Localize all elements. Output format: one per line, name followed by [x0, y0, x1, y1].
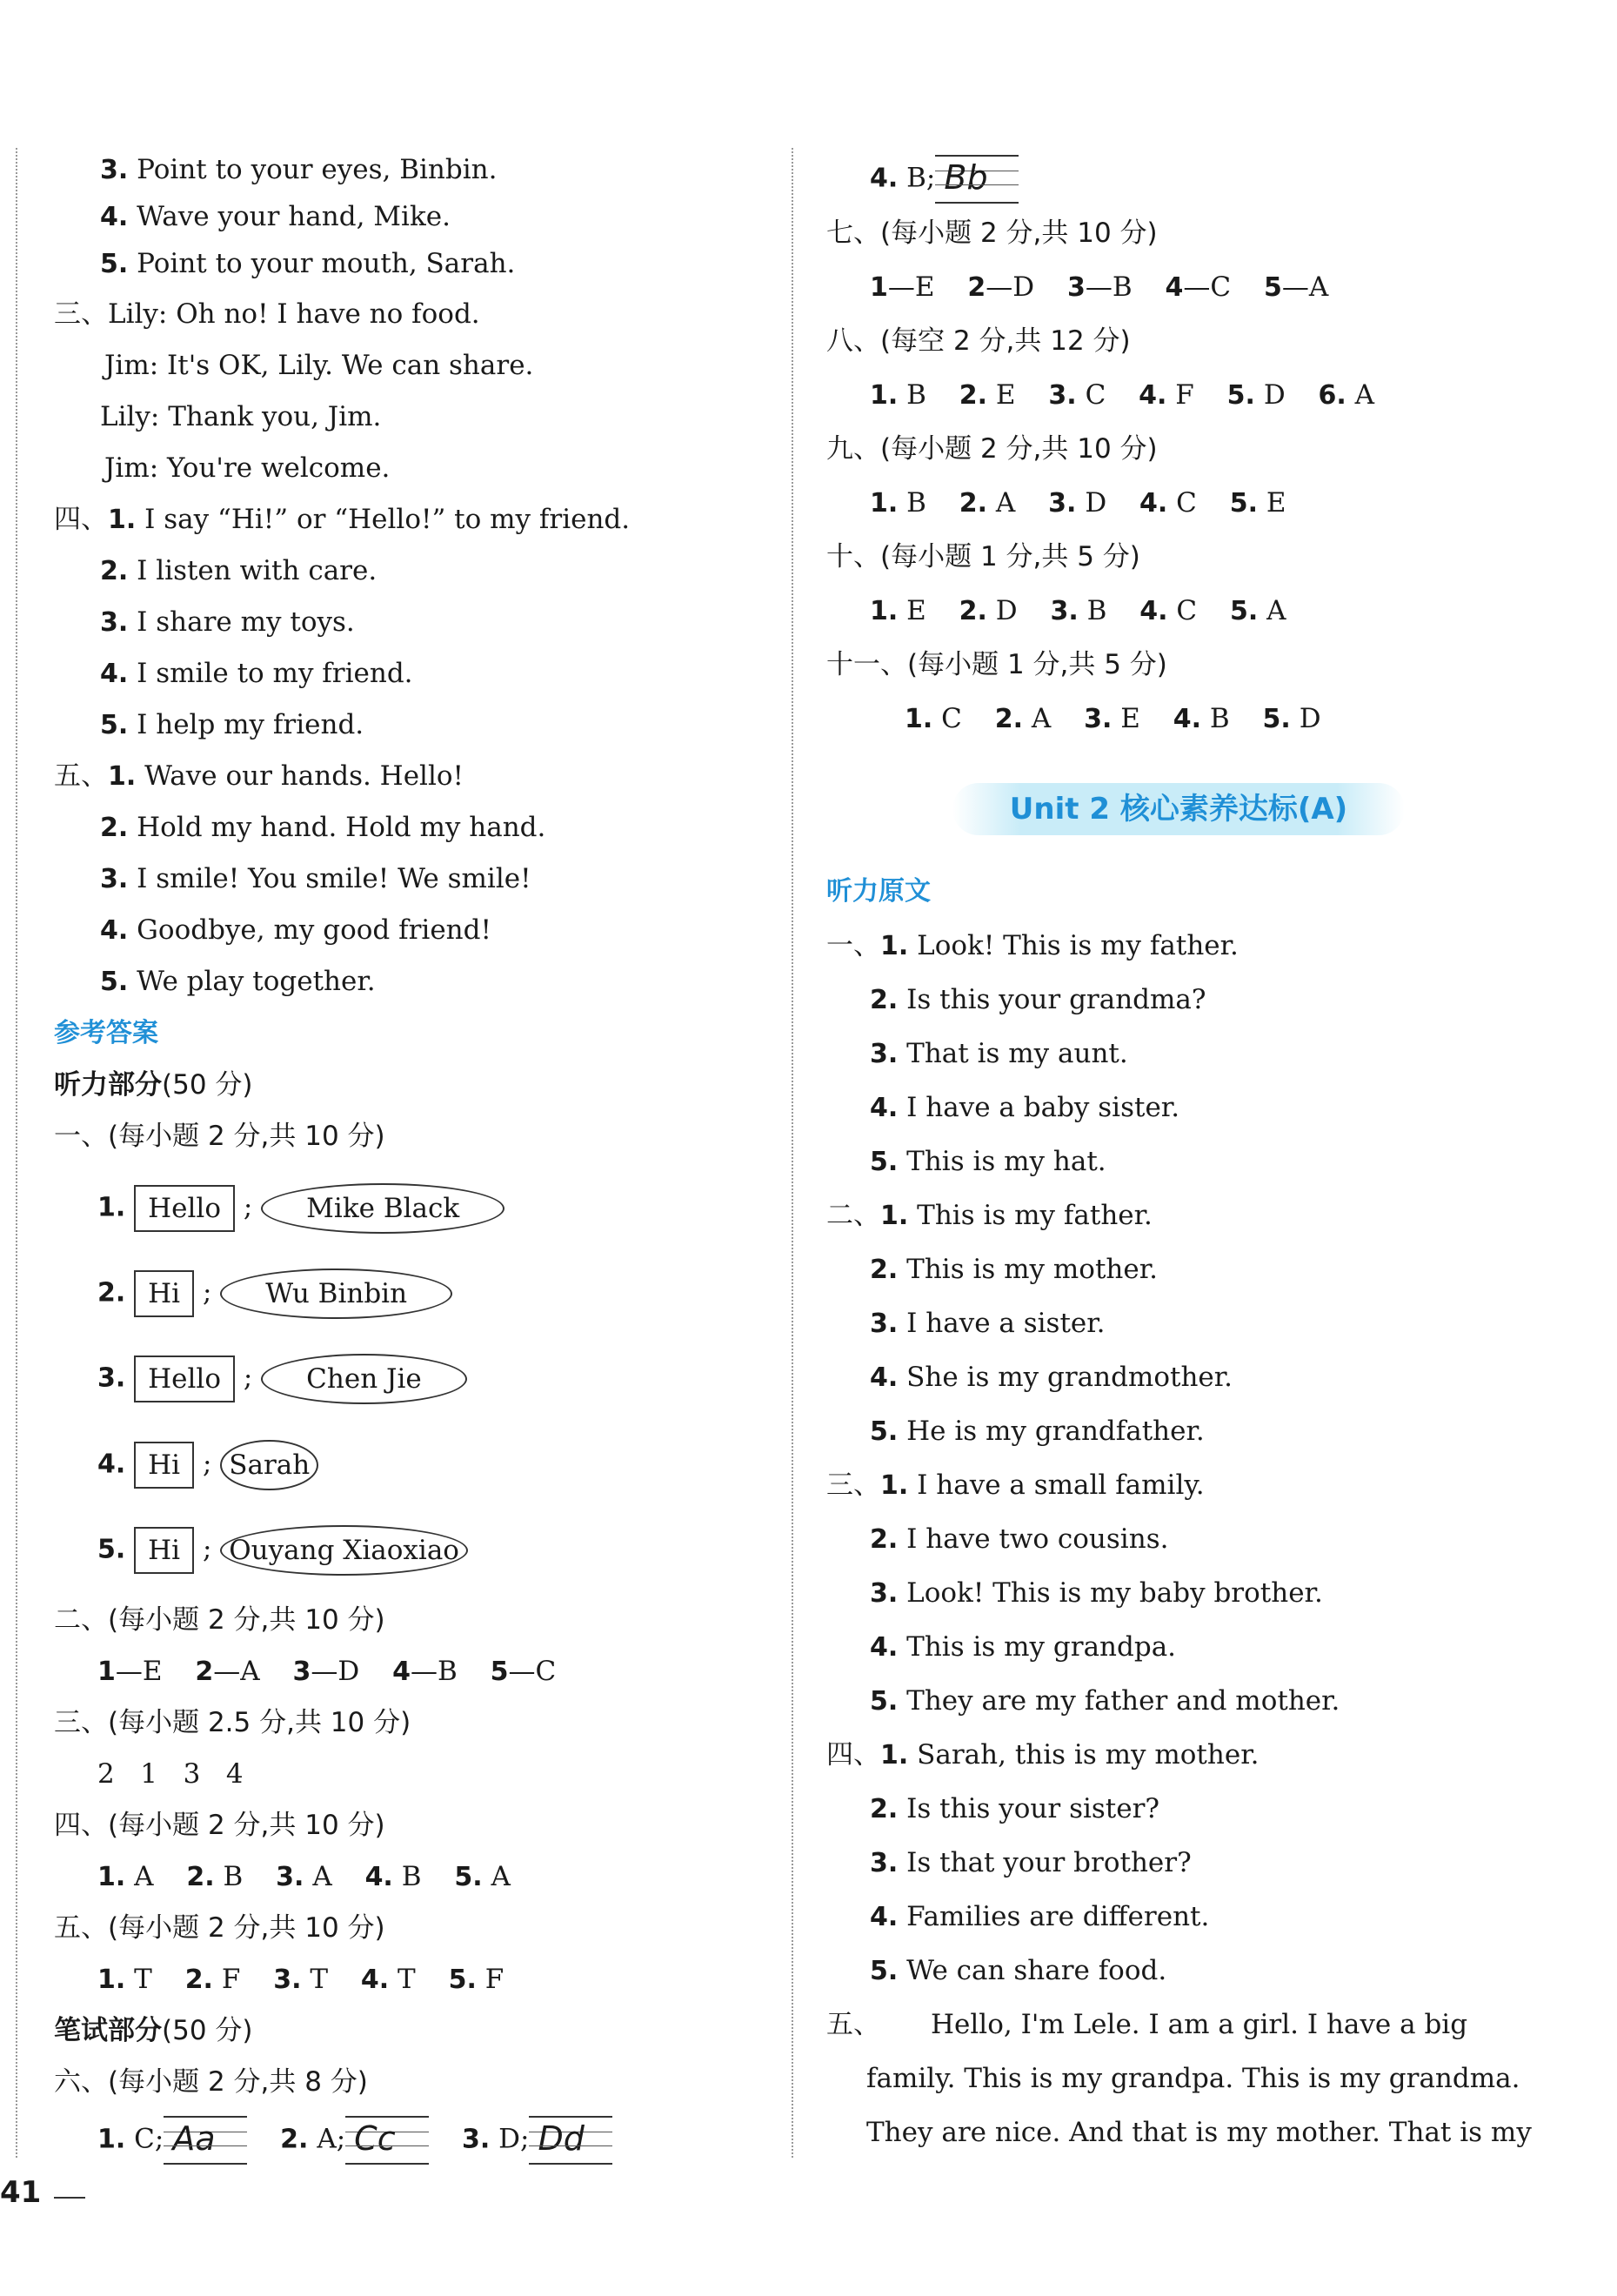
- answer-row: 2 1 3 4: [97, 1758, 244, 1790]
- answer-row: 3. Hello ; Chen Jie: [97, 1354, 467, 1404]
- answer-oval: Wu Binbin: [220, 1268, 452, 1319]
- answer-row: 4. Hi ; Sarah: [97, 1440, 318, 1490]
- dialog-line: Jim: It's OK, Lily. We can share.: [104, 350, 534, 381]
- section-header: 一、(每小题 2 分,共 10 分): [54, 1121, 385, 1152]
- list-item: 4. I have a baby sister.: [870, 1092, 1180, 1123]
- section-header: 二、(每小题 2 分,共 10 分): [54, 1604, 385, 1636]
- answer-oval: Ouyang Xiaoxiao: [220, 1525, 468, 1576]
- passage-line: They are nice. And that is my mother. That is my: [866, 2117, 1532, 2148]
- list-item: 5. We play together.: [100, 966, 376, 997]
- list-item: 5. This is my hat.: [870, 1146, 1106, 1177]
- answer-row: 1. E 2. D 3. B 4. C 5. A: [870, 595, 1286, 626]
- section-header: 十一、(每小题 1 分,共 5 分): [826, 649, 1167, 680]
- list-item: 4. Families are different.: [870, 1901, 1210, 1932]
- answer-box: Hi: [134, 1270, 194, 1317]
- list-item: 3. I smile! You smile! We smile!: [100, 863, 531, 894]
- list-item: 3. That is my aunt.: [870, 1038, 1128, 1069]
- answer-row: 4. B; Bb: [870, 155, 1019, 204]
- handwriting-box: Cc: [345, 2116, 429, 2165]
- list-item: 5. We can share food.: [870, 1955, 1167, 1986]
- listening-title: 听力部分(50 分): [54, 1069, 253, 1101]
- list-item: 3. I share my toys.: [100, 606, 355, 638]
- answers-title: 参考答案: [54, 1018, 158, 1048]
- page-number-rule: [54, 2197, 85, 2199]
- column-divider-dotted-line: [792, 148, 793, 2158]
- answer-row: 1. C; Aa 2. A; Cc 3. D; Dd: [97, 2116, 612, 2165]
- list-item: 4. She is my grandmother.: [870, 1362, 1233, 1393]
- list-item: 5. Point to your mouth, Sarah.: [100, 248, 516, 279]
- left-margin-dotted-line: [16, 148, 17, 2158]
- list-item: 四、1. I say “Hi!” or “Hello!” to my friend.: [54, 504, 631, 535]
- answer-row: 1. Hello ; Mike Black: [97, 1183, 504, 1234]
- section-header: 九、(每小题 2 分,共 10 分): [826, 433, 1158, 465]
- section-header: 四、(每小题 2 分,共 10 分): [54, 1810, 385, 1841]
- answer-oval: Chen Jie: [261, 1354, 467, 1404]
- list-item: 5. I help my friend.: [100, 709, 364, 740]
- handwriting-box: Aa: [164, 2116, 247, 2165]
- section-header: 五、(每小题 2 分,共 10 分): [54, 1912, 385, 1944]
- dialog-line: Jim: You're welcome.: [104, 452, 391, 484]
- transcript-title: 听力原文: [826, 876, 931, 907]
- answer-oval: Sarah: [220, 1440, 318, 1490]
- list-item: 4. Wave your hand, Mike.: [100, 201, 451, 232]
- list-item: 4. Goodbye, my good friend!: [100, 914, 491, 946]
- unit-banner: Unit 2 核心素养达标(A): [952, 783, 1405, 835]
- answer-row: 1. B 2. E 3. C 4. F 5. D 6. A: [870, 379, 1375, 411]
- answer-box: Hello: [134, 1185, 235, 1232]
- section-header: 三、(每小题 2.5 分,共 10 分): [54, 1707, 411, 1738]
- section-header: 六、(每小题 2 分,共 8 分): [54, 2066, 368, 2098]
- list-item: 4. I smile to my friend.: [100, 658, 413, 689]
- list-item: 二、1. This is my father.: [826, 1200, 1153, 1231]
- answer-row: 5. Hi ; Ouyang Xiaoxiao: [97, 1525, 468, 1576]
- answer-row: 2. Hi ; Wu Binbin: [97, 1268, 452, 1319]
- section-header: 七、(每小题 2 分,共 10 分): [826, 218, 1158, 249]
- dialog-line: Lily: Thank you, Jim.: [100, 401, 382, 432]
- page-number: 41: [0, 2175, 42, 2210]
- answer-row: 1. T 2. F 3. T 4. T 5. F: [97, 1964, 504, 1995]
- list-item: 5. He is my grandfather.: [870, 1416, 1205, 1447]
- writing-title: 笔试部分(50 分): [54, 2015, 253, 2046]
- answer-row: 1—E 2—D 3—B 4—C 5—A: [870, 271, 1329, 303]
- list-item: 2. Is this your sister?: [870, 1793, 1160, 1824]
- list-item: 2. This is my mother.: [870, 1254, 1158, 1285]
- section-header: 八、(每空 2 分,共 12 分): [826, 325, 1131, 357]
- list-item: 5. They are my father and mother.: [870, 1685, 1340, 1717]
- section-marker: 五、: [826, 2009, 880, 2040]
- section-header: 十、(每小题 1 分,共 5 分): [826, 541, 1140, 572]
- passage-line: family. This is my grandpa. This is my grandma.: [866, 2063, 1520, 2094]
- list-item: 2. I listen with care.: [100, 555, 378, 586]
- answer-box: Hello: [134, 1356, 235, 1402]
- list-item: 2. Is this your grandma?: [870, 984, 1206, 1015]
- list-item: 3. Look! This is my baby brother.: [870, 1577, 1323, 1609]
- list-item: 2. Hold my hand. Hold my hand.: [100, 812, 546, 843]
- passage-line: Hello, I'm Lele. I am a girl. I have a big: [931, 2009, 1468, 2040]
- answer-box: Hi: [134, 1527, 194, 1574]
- answer-row: 1—E 2—A 3—D 4—B 5—C: [97, 1656, 557, 1687]
- list-item: 一、1. Look! This is my father.: [826, 930, 1239, 961]
- list-item: 3. Point to your eyes, Binbin.: [100, 154, 498, 185]
- answer-box: Hi: [134, 1442, 194, 1489]
- answer-oval: Mike Black: [261, 1183, 504, 1234]
- handwriting-box: Dd: [529, 2116, 612, 2165]
- answer-row: 1. C 2. A 3. E 4. B 5. D: [905, 703, 1321, 734]
- list-item: 2. I have two cousins.: [870, 1523, 1169, 1555]
- dialog-line: 三、Lily: Oh no! I have no food.: [54, 298, 480, 330]
- list-item: 3. Is that your brother?: [870, 1847, 1192, 1878]
- list-item: 三、1. I have a small family.: [826, 1469, 1205, 1501]
- list-item: 四、1. Sarah, this is my mother.: [826, 1739, 1260, 1771]
- list-item: 五、1. Wave our hands. Hello!: [54, 760, 464, 792]
- list-item: 4. This is my grandpa.: [870, 1631, 1177, 1663]
- answer-row: 1. A 2. B 3. A 4. B 5. A: [97, 1861, 511, 1892]
- answer-row: 1. B 2. A 3. D 4. C 5. E: [870, 487, 1286, 519]
- list-item: 3. I have a sister.: [870, 1308, 1106, 1339]
- handwriting-box: Bb: [935, 155, 1019, 204]
